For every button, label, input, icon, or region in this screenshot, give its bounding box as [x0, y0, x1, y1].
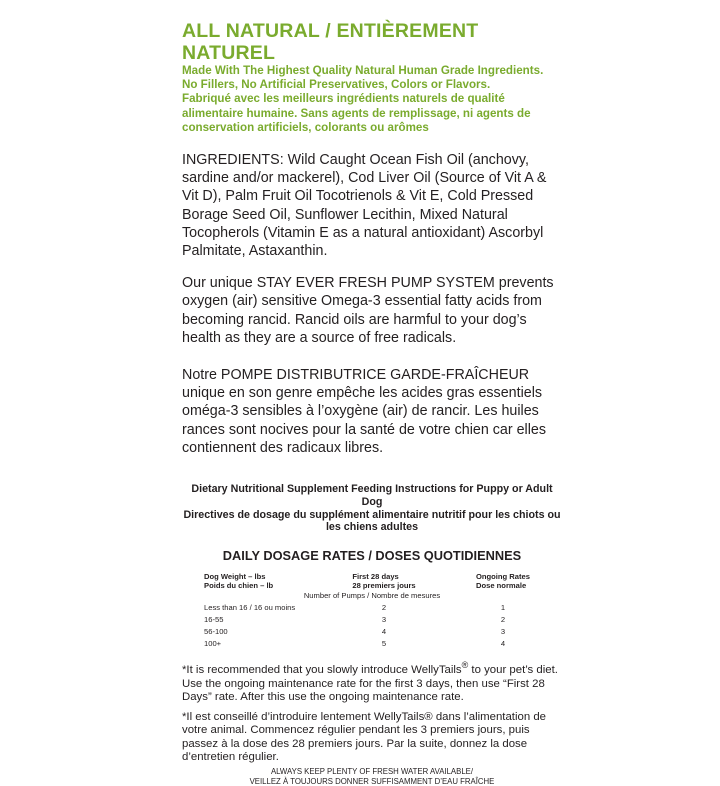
- ongoing-cell: 4: [500, 639, 506, 649]
- first-28-days-cell: 4: [381, 627, 387, 637]
- ingredients-text: INGREDIENTS: Wild Caught Ocean Fish Oil (anchovy, sardine and/or mackerel), Cod Liver Oil (Source of Vit A & Vit D), Palm Fruit Oil Tocotrienols & Vit E, Cold Pressed Borage Seed Oil, Sunflower Lecithin, Mixed Natural Tocopherols (Vitamin E as a natural antioxidant) Ascorbyl Palmitate, Astaxanthin.: [182, 152, 547, 260]
- water-notice-en: ALWAYS KEEP PLENTY OF FRESH WATER AVAILABLE/: [270, 767, 474, 777]
- first-28-days-cell: 3: [381, 615, 387, 625]
- header-fr: 28 premiers jours: [352, 581, 416, 591]
- feeding-instructions-title: [182, 483, 562, 534]
- column-header-ongoing: [444, 572, 562, 590]
- claim-line: conservation artificiels, colorants ou arômes: [182, 120, 429, 134]
- table-row: [182, 626, 562, 638]
- water-notice: [182, 767, 562, 786]
- footnote-en: [182, 660, 562, 704]
- table-row: [182, 602, 562, 614]
- headline: ALL NATURAL / ENTIÈREMENT NATUREL: [182, 20, 479, 64]
- footnote-en-part: to your pet’s diet. Use the ongoing maintenance rate for the first 3 days, then use “First 28 Days” rate. After this use the ongoing maintenance rate.: [182, 664, 558, 703]
- ongoing-cell: 2: [500, 615, 506, 625]
- claim-line: Fabriqué avec les meilleurs ingrédients naturels de qualité: [182, 92, 505, 106]
- weight-cell: Less than 16 / 16 ou moins: [204, 603, 296, 613]
- table-row: [182, 614, 562, 626]
- unit-row: [182, 590, 562, 602]
- first-28-days-cell: 2: [381, 603, 387, 613]
- claims-block: [182, 64, 562, 135]
- header-fr: Dose normale: [475, 581, 527, 591]
- footnote-en-part: *It is recommended that you slowly introduce WellyTails: [182, 664, 462, 677]
- footnote-fr: *Il est conseillé d’introduire lentement WellyTails® dans l’alimentation de votre animal. Commencez régulier pendant les 3 premiers jours, puis passez à la dose des 28 premiers jours. Par la suite, donnez la dose d’entretien régulier.: [182, 711, 547, 764]
- feeding-instructions-title-fr: Directives de dosage du supplément alimentaire nutritif pour les chiots ou les chiens adultes: [183, 508, 561, 534]
- dosage-table-title: DAILY DOSAGE RATES / DOSES QUOTIDIENNES: [222, 548, 522, 564]
- header-en: Ongoing Rates: [475, 572, 530, 582]
- header-en: First 28 days: [352, 572, 399, 582]
- header-en: Dog Weight – lbs: [204, 572, 266, 582]
- weight-cell: 16-55: [204, 615, 224, 625]
- feeding-instructions-title-en: Dietary Nutritional Supplement Feeding Instructions for Puppy or Adult Dog: [191, 483, 553, 508]
- claim-line: No Fillers, No Artificial Preservatives, Colors or Flavors.: [182, 78, 491, 92]
- dosage-table-header: [182, 572, 562, 590]
- pump-description-fr: Notre POMPE DISTRIBUTRICE GARDE-FRAÎCHEUR unique en son genre empêche les acides gras essentiels oméga-3 sensibles à l’oxygène (air) de rancir. Les huiles rances sont nocives pour la santé de votre chien car elles contiennent des radicaux libres.: [182, 367, 546, 456]
- product-label: [182, 20, 562, 786]
- dosage-table: [182, 572, 562, 650]
- pump-description-en: Our unique STAY EVER FRESH PUMP SYSTEM prevents oxygen (air) sensitive Omega-3 essential fatty acids from becoming rancid. Rancid oils are harmful to your dog’s health as they are a source of free radicals.: [182, 275, 554, 346]
- ongoing-cell: 3: [500, 627, 506, 637]
- unit-label: Number of Pumps / Nombre de mesures: [303, 591, 441, 601]
- column-header-weight: [182, 572, 324, 590]
- weight-cell: 56-100: [204, 627, 228, 637]
- first-28-days-cell: 5: [381, 639, 387, 649]
- ongoing-cell: 1: [500, 603, 506, 613]
- table-row: [182, 638, 562, 650]
- weight-cell: 100+: [204, 639, 222, 649]
- claim-line: alimentaire humaine. Sans agents de remplissage, ni agents de: [182, 106, 531, 120]
- header-fr: Poids du chien – lb: [204, 581, 274, 591]
- column-header-first-28-days: [324, 572, 444, 590]
- water-notice-fr: VEILLEZ À TOUJOURS DONNER SUFFISAMMENT D’EAU FRAÎCHE: [249, 776, 495, 786]
- registered-mark: ®: [461, 660, 469, 671]
- claim-line: Made With The Highest Quality Natural Human Grade Ingredients.: [182, 64, 544, 77]
